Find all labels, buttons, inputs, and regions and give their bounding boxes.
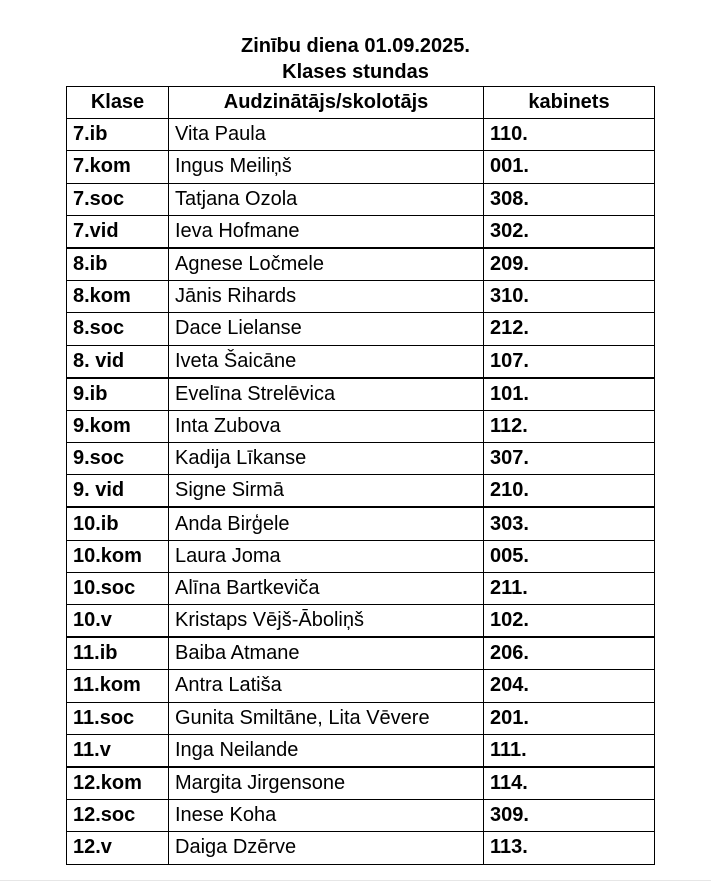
- class-cell: 7.kom: [67, 151, 169, 183]
- page-title: Zinību diena 01.09.2025.: [241, 35, 470, 57]
- class-cell: 9.soc: [67, 443, 169, 475]
- table-row: [67, 313, 655, 345]
- table-row: [67, 475, 655, 508]
- table-row: [67, 215, 655, 248]
- teacher-cell: Jānis Rihards: [169, 281, 484, 313]
- class-cell: 8.ib: [67, 248, 169, 281]
- teacher-cell: Baiba Atmane: [169, 637, 484, 670]
- teacher-cell: Kristaps Vējš-Āboliņš: [169, 605, 484, 638]
- column-header-room: kabinets: [484, 87, 655, 119]
- table-row: [67, 800, 655, 832]
- teacher-cell: Laura Joma: [169, 540, 484, 572]
- teacher-cell: Antra Latiša: [169, 670, 484, 702]
- teacher-cell: Kadija Līkanse: [169, 443, 484, 475]
- class-cell: 7.ib: [67, 119, 169, 151]
- teacher-cell: Ieva Hofmane: [169, 215, 484, 248]
- class-cell: 8. vid: [67, 345, 169, 378]
- class-cell: 12.soc: [67, 800, 169, 832]
- class-cell: 11.soc: [67, 702, 169, 734]
- teacher-cell: Inta Zubova: [169, 410, 484, 442]
- teacher-cell: Dace Lielanse: [169, 313, 484, 345]
- teacher-cell: Ingus Meiliņš: [169, 151, 484, 183]
- class-cell: 12.kom: [67, 767, 169, 800]
- teacher-cell: Inga Neilande: [169, 734, 484, 767]
- room-cell: 309.: [484, 800, 655, 832]
- room-cell: 211.: [484, 572, 655, 604]
- room-cell: 111.: [484, 734, 655, 767]
- schedule-table: [66, 86, 655, 865]
- room-cell: 114.: [484, 767, 655, 800]
- teacher-cell: Inese Koha: [169, 800, 484, 832]
- class-cell: 9. vid: [67, 475, 169, 508]
- table-row: [67, 637, 655, 670]
- table-row: [67, 119, 655, 151]
- teacher-cell: Tatjana Ozola: [169, 183, 484, 215]
- table-row: [67, 151, 655, 183]
- table-row: [67, 443, 655, 475]
- room-cell: 102.: [484, 605, 655, 638]
- room-cell: 101.: [484, 378, 655, 411]
- table-row: [67, 734, 655, 767]
- room-cell: 201.: [484, 702, 655, 734]
- class-cell: 11.kom: [67, 670, 169, 702]
- table-row: [67, 540, 655, 572]
- table-row: [67, 248, 655, 281]
- teacher-cell: Iveta Šaicāne: [169, 345, 484, 378]
- table-body: [67, 119, 655, 864]
- room-cell: 308.: [484, 183, 655, 215]
- teacher-cell: Alīna Bartkeviča: [169, 572, 484, 604]
- teacher-cell: Evelīna Strelēvica: [169, 378, 484, 411]
- table-row: [67, 410, 655, 442]
- room-cell: 005.: [484, 540, 655, 572]
- table-row: [67, 183, 655, 215]
- column-header-teacher: Audzinātājs/skolotājs: [169, 87, 484, 119]
- class-cell: 11.v: [67, 734, 169, 767]
- room-cell: 113.: [484, 832, 655, 864]
- teacher-cell: Agnese Ločmele: [169, 248, 484, 281]
- room-cell: 204.: [484, 670, 655, 702]
- table-row: [67, 281, 655, 313]
- room-cell: 001.: [484, 151, 655, 183]
- room-cell: 310.: [484, 281, 655, 313]
- class-cell: 9.kom: [67, 410, 169, 442]
- page-subtitle: Klases stundas: [282, 61, 429, 83]
- teacher-cell: Margita Jirgensone: [169, 767, 484, 800]
- teacher-cell: Daiga Dzērve: [169, 832, 484, 864]
- table-row: [67, 605, 655, 638]
- table-row: [67, 702, 655, 734]
- teacher-cell: Anda Birģele: [169, 507, 484, 540]
- table-row: [67, 572, 655, 604]
- room-cell: 107.: [484, 345, 655, 378]
- class-cell: 7.soc: [67, 183, 169, 215]
- room-cell: 206.: [484, 637, 655, 670]
- table-row: [67, 670, 655, 702]
- class-cell: 10.v: [67, 605, 169, 638]
- class-cell: 12.v: [67, 832, 169, 864]
- teacher-cell: Vita Paula: [169, 119, 484, 151]
- room-cell: 212.: [484, 313, 655, 345]
- table-header-row: [67, 87, 655, 119]
- table-row: [67, 345, 655, 378]
- room-cell: 209.: [484, 248, 655, 281]
- class-cell: 7.vid: [67, 215, 169, 248]
- room-cell: 307.: [484, 443, 655, 475]
- class-cell: 10.kom: [67, 540, 169, 572]
- class-cell: 9.ib: [67, 378, 169, 411]
- room-cell: 302.: [484, 215, 655, 248]
- class-cell: 10.ib: [67, 507, 169, 540]
- column-header-class: Klase: [67, 87, 169, 119]
- class-cell: 10.soc: [67, 572, 169, 604]
- room-cell: 112.: [484, 410, 655, 442]
- room-cell: 110.: [484, 119, 655, 151]
- table-row: [67, 832, 655, 864]
- room-cell: 303.: [484, 507, 655, 540]
- table-row: [67, 378, 655, 411]
- table-row: [67, 767, 655, 800]
- page-bottom-divider: [0, 880, 711, 881]
- class-cell: 8.kom: [67, 281, 169, 313]
- class-cell: 8.soc: [67, 313, 169, 345]
- room-cell: 210.: [484, 475, 655, 508]
- class-cell: 11.ib: [67, 637, 169, 670]
- teacher-cell: Signe Sirmā: [169, 475, 484, 508]
- table-row: [67, 507, 655, 540]
- teacher-cell: Gunita Smiltāne, Lita Vēvere: [169, 702, 484, 734]
